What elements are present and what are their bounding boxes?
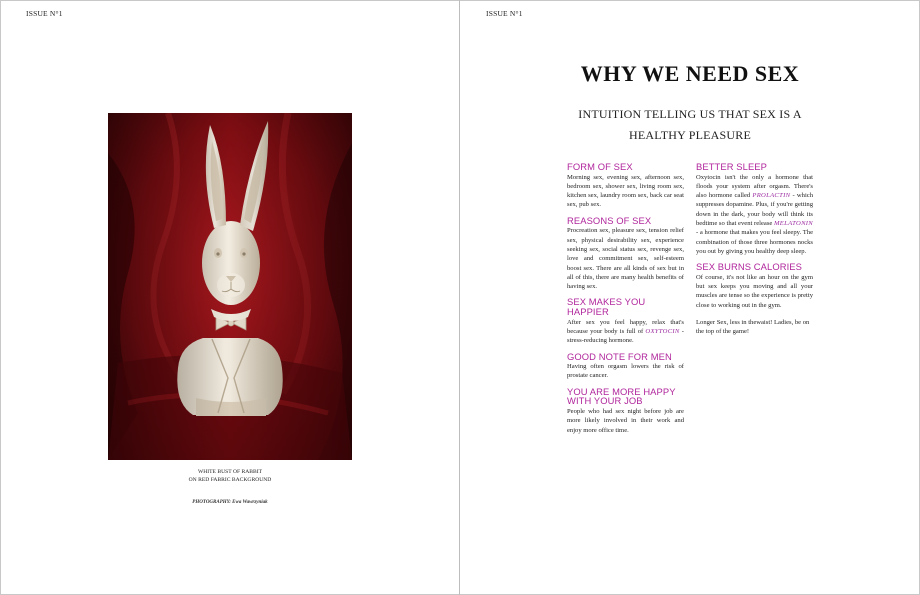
rabbit-bust-photo <box>108 113 352 460</box>
section-body: Morning sex, evening sex, afternoon sex, bedroom sex, shower sex, living room sex, kitchen sex, laundry room sex, back car seat sex, pub sex. <box>567 173 684 209</box>
article-subtitle <box>560 104 820 146</box>
section-sex-makes-you-happier <box>567 297 684 345</box>
section-heading: GOOD NOTE FOR MEN <box>567 350 672 362</box>
section-better-sleep <box>696 162 813 256</box>
subtitle-line-1: INTUITION TELLING US THAT SEX IS A <box>578 107 802 121</box>
body-text: - stress-reducing hormone. <box>567 327 684 345</box>
section-heading: SEX MAKES YOU HAPPIER <box>567 296 646 318</box>
highlight-oxytocin: OXYTOCIN <box>645 327 680 335</box>
section-heading: YOU ARE MORE HAPPY WITH YOUR JOB <box>567 385 676 407</box>
section-body: Procreation sex, pleasure sex, tension relief sex, physical desirability sex, experience seeking sex, social status sex, revenge sex, love and commitment sex, self-esteem boost sex. There are all kinds of sex but in all of this, there are many health benefits of having sex. <box>567 227 684 291</box>
section-heading: FORM OF SEX <box>567 161 633 172</box>
section-body: Of course, it's not like an hour on the gym but sex keeps you moving and all your muscles are tense so the experience is pretty close to working out in the gym. <box>696 273 813 309</box>
paragraph-gap <box>696 310 813 318</box>
section-body <box>696 173 813 257</box>
section-good-note-for-men <box>567 352 684 381</box>
photo-caption <box>150 468 310 484</box>
article-column-left <box>567 162 684 441</box>
highlight-melatonin: MELATONIN <box>774 220 813 228</box>
photo-credit: PHOTOGRAPHY: Ewa Wawrzyniak <box>192 500 268 505</box>
body-text: - a hormone that makes you feel sleepy. The combination of those three hormones nocks you out by giving you healthy deep sleep. <box>696 229 813 255</box>
section-form-of-sex <box>567 162 684 210</box>
issue-label-right: ISSUE N°1 <box>486 9 523 18</box>
section-body <box>567 318 684 346</box>
section-heading: SEX BURNS CALORIES <box>696 261 802 273</box>
article-column-right <box>696 162 813 343</box>
caption-line-2: ON RED FABRIC BACKGROUND <box>188 477 272 483</box>
subtitle-line-2: HEALTHY PLEASURE <box>629 128 751 142</box>
body-text: Oxytocin isn't the only a hormone that floods your system after orgasm. There's also hormone called <box>696 173 813 200</box>
section-sex-burns-calories <box>696 262 813 336</box>
section-heading: BETTER SLEEP <box>696 161 768 172</box>
section-happy-with-job <box>567 387 684 435</box>
body-text: - which suppresses dopamine. Plus, if you're getting down in the dark, your body will think its bedtime so that event release <box>696 192 813 228</box>
body-text: After sex you feel happy, relax that's because your body is full of <box>567 318 684 335</box>
section-body: People who had sex night before job are more likely involved in their work and enjoy more office time. <box>567 407 684 434</box>
section-heading: REASONS OF SEX <box>567 214 652 226</box>
article-title: WHY WE NEED SEX <box>580 61 800 86</box>
highlight-prolactin: PROLACTIN <box>752 192 791 200</box>
section-body: Having often orgasm lowers the risk of prostate cancer. <box>567 363 684 380</box>
issue-label-left: ISSUE N°1 <box>26 9 63 18</box>
section-reasons-of-sex <box>567 216 684 292</box>
caption-line-1: WHITE BUST OF RABBIT <box>197 469 263 475</box>
closing-paragraph: Longer Sex, less in thewaist! Ladies, be on the top of the game! <box>696 319 810 336</box>
page-gutter <box>459 0 460 595</box>
